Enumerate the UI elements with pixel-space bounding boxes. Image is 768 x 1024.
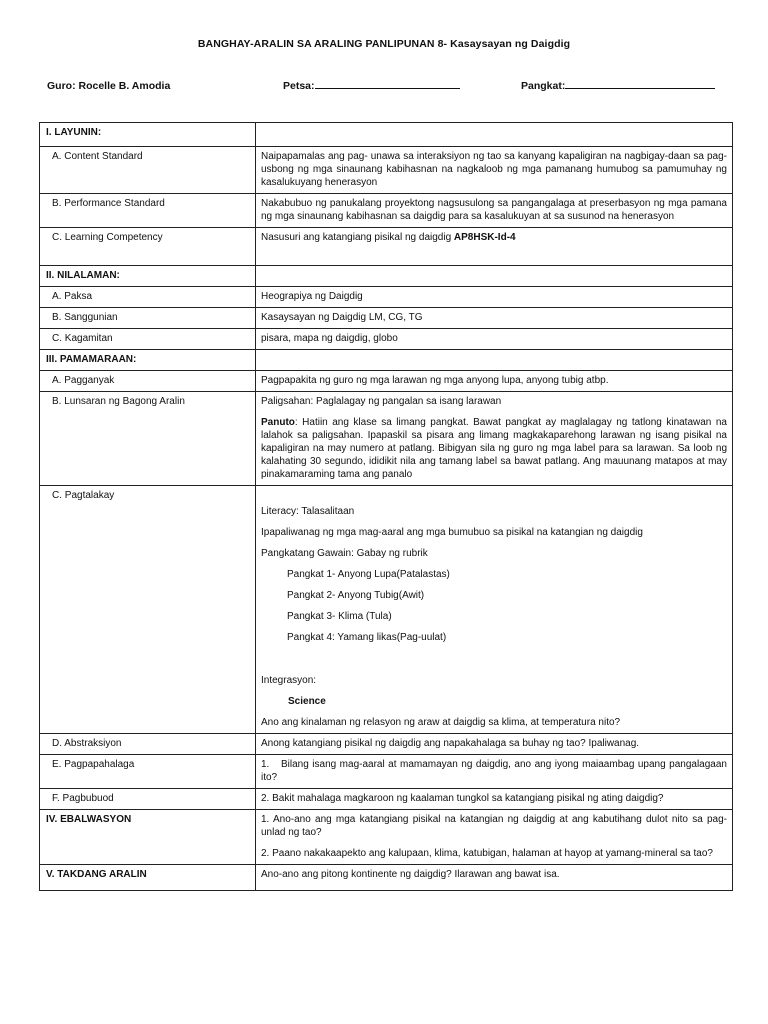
table-row bbox=[40, 194, 733, 228]
table-row bbox=[40, 123, 733, 147]
date-blank bbox=[315, 88, 460, 89]
integrasyon-label: Integrasyon: bbox=[261, 675, 317, 686]
pangkat-4: Pangkat 4: Yamang likas(Pag-uulat) bbox=[287, 632, 447, 643]
pagbubuod-text: 2. Bakit mahalaga magkaroon ng kaalaman tungkol sa katangiang pisikal ng ating daigdig? bbox=[256, 789, 733, 810]
date-label: Petsa: bbox=[283, 80, 315, 92]
section-blank bbox=[565, 88, 715, 89]
science-label: Science bbox=[288, 696, 326, 707]
competency-code: AP8HSK-Id-4 bbox=[453, 232, 516, 243]
teacher-name: Guro: Rocelle B. Amodia bbox=[47, 80, 171, 92]
pagpapahalaga-cell bbox=[256, 755, 733, 789]
table-row bbox=[40, 228, 733, 266]
layunin-heading: I. LAYUNIN: bbox=[40, 123, 256, 147]
ebalwasyon-q2: 2. Paano nakakaapekto ang kalupaan, klima, katubigan, halaman at hayop at yamang-mineral sa tao? bbox=[261, 848, 713, 859]
pagpapahalaga-label: E. Pagpapahalaga bbox=[40, 755, 256, 789]
sanggunian-text: Kasaysayan ng Daigdig LM, CG, TG bbox=[256, 308, 733, 329]
tanong-text: Ano ang kinalaman ng relasyon ng araw at daigdig sa klima, at temperatura nito? bbox=[261, 717, 621, 728]
takdang-aralin-heading: V. TAKDANG ARALIN bbox=[40, 865, 256, 891]
abstraksiyon-text: Anong katangiang pisikal ng daigdig ang napakahalaga sa buhay ng tao? Ipaliwanag. bbox=[256, 734, 733, 755]
ebalwasyon-cell bbox=[256, 810, 733, 865]
pagtalakay-label: C. Pagtalakay bbox=[40, 486, 256, 734]
pamamaraan-heading: III. PAMAMARAAN: bbox=[40, 350, 256, 371]
lunsaran-label: B. Lunsaran ng Bagong Aralin bbox=[40, 392, 256, 486]
table-row bbox=[40, 371, 733, 392]
ipapaliwanag-text: Ipapaliwanag ng mga mag-aaral ang mga bumubuo sa pisikal na katangian ng daigdig bbox=[261, 527, 643, 538]
nilalaman-heading: II. NILALAMAN: bbox=[40, 266, 256, 287]
section-field[interactable] bbox=[521, 80, 715, 92]
table-row bbox=[40, 486, 733, 734]
section-label: Pangkat: bbox=[521, 80, 566, 92]
learning-competency-label: C. Learning Competency bbox=[40, 228, 256, 266]
pagganyak-label: A. Pagganyak bbox=[40, 371, 256, 392]
date-field[interactable] bbox=[283, 80, 460, 92]
learning-competency-text: Nasusuri ang katangiang pisikal ng daigdig bbox=[261, 232, 454, 243]
literacy-text: Literacy: Talasalitaan bbox=[261, 506, 355, 517]
paksa-text: Heograpiya ng Daigdig bbox=[256, 287, 733, 308]
panuto-label: Panuto bbox=[261, 417, 295, 428]
pagbubuod-label: F. Pagbubuod bbox=[40, 789, 256, 810]
table-row bbox=[40, 734, 733, 755]
panuto-text: : Hatiin ang klase sa limang pangkat. Bawat pangkat ay maglalagay ng tatlong kinatawan na lalahok sa paligsahan. Ipapaskil sa pisara ang limang magkakaparehong larawan ng isang pisikal na kapaligiran na may numero at patlang. Bibigyan sila ng guro ng mga label para sa larawan. Sa loob ng kalahating 30 segundo, ididikit nila ang tamang label sa bawat patlang. Ang mauunang matapos at may pinakamaraming tama ang panalo bbox=[261, 417, 727, 480]
empty-cell bbox=[256, 266, 733, 287]
pagganyak-text: Pagpapakita ng guro ng mga larawan ng mga anyong lupa, anyong tubig atbp. bbox=[256, 371, 733, 392]
content-standard-text: Naipapamalas ang pag- unawa sa interaksiyon ng tao sa kanyang kapaligiran na nagbigay-daan sa pag-usbong ng mga sinaunang kabihasnan na nagkaloob ng mga pamanang humubog sa pamumuhay ng kasalukuyang henerasyon bbox=[256, 147, 733, 194]
empty-cell bbox=[256, 123, 733, 147]
lesson-plan-table bbox=[39, 122, 733, 891]
pagpapahalaga-number: 1. bbox=[261, 759, 270, 770]
panuto-paragraph bbox=[261, 416, 727, 481]
table-row bbox=[40, 392, 733, 486]
table-row bbox=[40, 865, 733, 891]
sanggunian-label: B. Sanggunian bbox=[40, 308, 256, 329]
pangkatang-text: Pangkatang Gawain: Gabay ng rubrik bbox=[261, 548, 428, 559]
table-row bbox=[40, 308, 733, 329]
document-title: BANGHAY-ARALIN SA ARALING PANLIPUNAN 8- Kasaysayan ng Daigdig bbox=[197, 38, 571, 50]
pagtalakay-cell bbox=[256, 486, 733, 734]
table-row bbox=[40, 755, 733, 789]
lunsaran-cell bbox=[256, 392, 733, 486]
table-row bbox=[40, 789, 733, 810]
table-row bbox=[40, 810, 733, 865]
abstraksiyon-label: D. Abstraksiyon bbox=[40, 734, 256, 755]
kagamitan-label: C. Kagamitan bbox=[40, 329, 256, 350]
pagpapahalaga-text: Bilang isang mag-aaral at mamamayan ng daigdig, ano ang iyong maiaambag upang pangalagaan ito? bbox=[261, 759, 727, 783]
table-row bbox=[40, 350, 733, 371]
ebalwasyon-heading: IV. EBALWASYON bbox=[40, 810, 256, 865]
learning-competency-cell bbox=[256, 228, 733, 266]
pangkat-3: Pangkat 3- Klima (Tula) bbox=[287, 611, 392, 622]
performance-standard-text: Nakabubuo ng panukalang proyektong nagsusulong sa pangangalaga at preserbasyon ng mga pamana ng mga sinaunang kabihasnan sa daigdig para sa kasalukuyan at sa susunod na henerasyon bbox=[256, 194, 733, 228]
ebalwasyon-q1: 1. Ano-ano ang mga katangiang pisikal na katangian ng daigdig at ang kabutihang dulot nito sa pag-unlad ng tao? bbox=[261, 814, 727, 838]
kagamitan-text: pisara, mapa ng daigdig, globo bbox=[256, 329, 733, 350]
table-row bbox=[40, 287, 733, 308]
performance-standard-label: B. Performance Standard bbox=[40, 194, 256, 228]
table-row bbox=[40, 329, 733, 350]
pangkat-2: Pangkat 2- Anyong Tubig(Awit) bbox=[287, 590, 425, 601]
empty-cell bbox=[256, 350, 733, 371]
pangkat-1: Pangkat 1- Anyong Lupa(Patalastas) bbox=[287, 569, 450, 580]
table-row bbox=[40, 147, 733, 194]
takdang-aralin-text: Ano-ano ang pitong kontinente ng daigdig? Ilarawan ang bawat isa. bbox=[256, 865, 733, 891]
lunsaran-text: Paligsahan: Paglalagay ng pangalan sa isang larawan bbox=[261, 396, 502, 407]
content-standard-label: A. Content Standard bbox=[40, 147, 256, 194]
table-row bbox=[40, 266, 733, 287]
paksa-label: A. Paksa bbox=[40, 287, 256, 308]
